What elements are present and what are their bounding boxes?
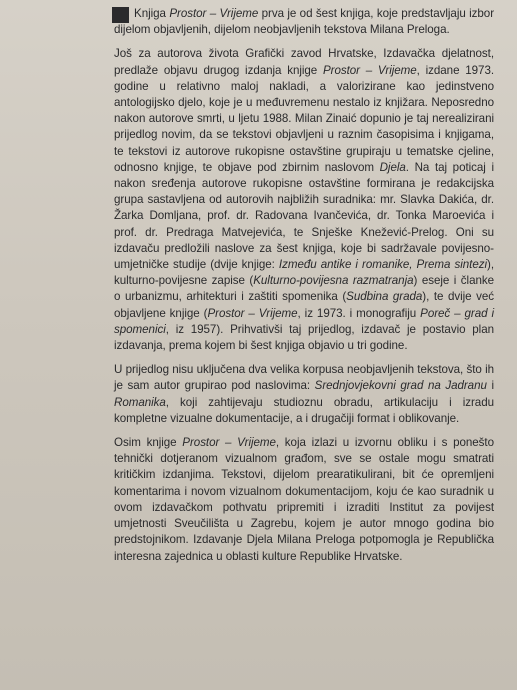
text-run: ), kulturno-povijesne zapise ( bbox=[114, 258, 494, 288]
italic-text: Između antike i romanike, Prema sintezi bbox=[278, 258, 488, 272]
text-run: , iz 1957). Prihvativši taj prijedlog, izdavač je postavio plan izdavanja, prema kojem bi šest knjiga objavio u tri godine. bbox=[114, 322, 494, 353]
text-run: ) eseje i članke o urbanizmu, arhitekturi i zaštiti spomenika ( bbox=[114, 274, 495, 304]
dropcap-letter: K bbox=[134, 7, 142, 20]
text-run: njiga bbox=[141, 7, 170, 20]
text-run: , koji zahtijevaju studioznu obradu, artikulaciju i izradu kompletne vizualne dokumentacije, a i drugačiji format i oblikovanje. bbox=[114, 395, 494, 425]
text-run: Osim knjige bbox=[114, 436, 183, 450]
paragraph bbox=[114, 435, 494, 565]
italic-text: Prostor – Vrijeme bbox=[322, 63, 417, 77]
italic-text: Sudbina grada bbox=[346, 290, 423, 304]
text-run: Još za autorova života Grafički zavod Hrvatske, Izdavačka djelatnost, predlaže objavu drugog izdanja knjige bbox=[114, 47, 494, 77]
text-run: , koja izlazi u izvornu obliku i s ponešto tehnički dotjeranom vizualnom građom, sve se ostale mogu smatrati kritičkim izdanjima. Tekstovi, dijelom prearatikulirani, bit će opremljeni komentarima i novom vizualnom dokumentacijom, koju će kao suradnik u ovom izdavačkom pothvatu pripremiti i izraditi Institut za povijest umjetnosti Sveučilišta u Zagrebu, kojem je autor mnogo godina bio predstojnikom. Izdavanje Djela Milana Preloga potpomogla je Republička interesna zajednica u oblasti kulture Republike Hrvatske. bbox=[114, 436, 494, 563]
text-run: , izdane 1973. godine u relativno maloj nakladi, a valorizirane kao jedinstveno antologijsko djelo, koje je u međuvremenu nestalo iz knjižara. Neposredno nakon autorove smrti, u ljetu 1988. Milan Zinaić dopunio je taj nerealizirani prijedlog novim, da se tekstovi objavljeni u raznim časopisima i knjigama, te tekstovi iz autorove rukopisne ostavštine grupiraju u tematske cjeline, odnosno knjige, te objave pod zbirnim naslovom bbox=[114, 63, 495, 174]
text-run: . Na taj poticaj i nakon sređenja autorove rukopisne ostavštine formirana je redakcijska grupa sastavljena od autorovih najbližih suradnika: mr. Slavka Dakića, dr. Žarka Domljana, prof. dr. Radovana Ivančevića, dr. Tonka Maroevića i prof. dr. Predraga Matvejevića, te Snješke Knežević-Prelog. Oni su izdavaču predložili naslove za šest knjiga, koje bi sadržavale povijesno-umjetničke studije (dvije knjige: bbox=[114, 160, 494, 272]
italic-text: Prostor – Vrijeme bbox=[182, 436, 276, 450]
italic-text: Romanika bbox=[114, 395, 166, 409]
italic-text: Prostor – Vrijeme bbox=[169, 7, 259, 20]
italic-text: Srednjovjekovni grad na Jadranu bbox=[314, 379, 487, 393]
italic-text: Djela bbox=[379, 160, 406, 174]
paragraph bbox=[114, 6, 494, 38]
dropcap-marker bbox=[112, 7, 129, 23]
italic-text: Poreč – grad i spomenici bbox=[114, 306, 495, 336]
text-run: U prijedlog nisu uključena dva velika korpusa neobjavljenih tekstova, što ih je sam autor grupirao pod naslovima: bbox=[114, 363, 494, 393]
text-run: ), te dvije već objavljene knjige ( bbox=[114, 290, 494, 320]
text-run: prva je od šest knjiga, koje predstavljaju izbor dijelom objavljenih, dijelom neobjavljenih tekstova Milana Preloga. bbox=[114, 7, 494, 37]
paragraph bbox=[114, 46, 494, 354]
italic-text: Kulturno-povijesna razmatranja bbox=[253, 274, 414, 288]
italic-text: Prostor – Vrijeme bbox=[207, 306, 298, 320]
paragraph bbox=[114, 362, 494, 427]
text-run: , iz 1973. i monografiju bbox=[297, 306, 421, 320]
text-page bbox=[114, 6, 494, 573]
body-text bbox=[114, 6, 494, 565]
text-run: i bbox=[486, 379, 495, 393]
